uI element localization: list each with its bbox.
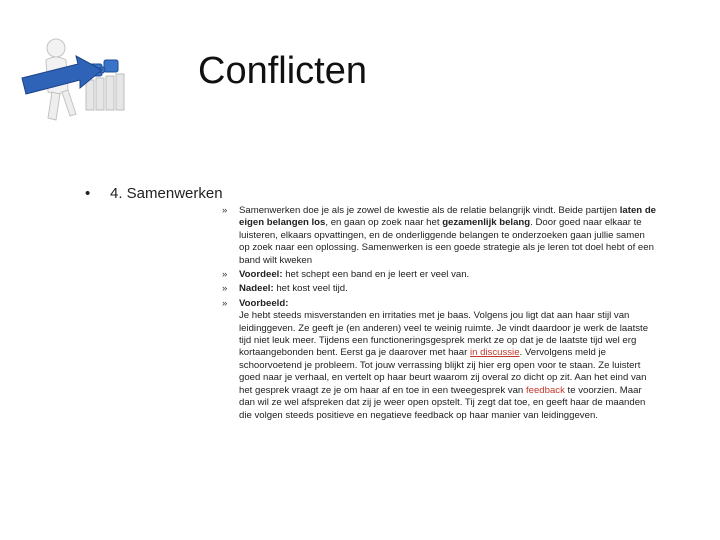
- definition-text-3: . Door goed naar elkaar te luisteren, elkaars opvattingen, en de onderliggende belangen te onderzoeken gaan jullie samen op zoek naar een oplossing. Samenwerken is een goede strategie als je leren tot doel hebt of een band wilt kweken: [239, 217, 654, 266]
- nadeel-text: het kost veel tijd.: [273, 283, 348, 295]
- definition-bold-2: gezamenlijk belang: [442, 217, 531, 229]
- list-item-definition: [222, 205, 658, 267]
- list-marker: »: [222, 269, 228, 281]
- feedback-link[interactable]: feedback: [525, 384, 565, 396]
- logo-icon: [18, 30, 130, 130]
- voorbeeld-text-2: . Vervolgens meld je schoorvoetend je probleem. Tot jouw verrassing blijkt zij hier erg open voor te staan. Ze luistert goed naar je verhaal, en vertelt op haar beurt waarom zij overal zo dicht op zit. Aan het eind van het gesprek vraagt ze je om haar af en toe in een tweegesprek van: [239, 347, 647, 396]
- voordeel-label: Voordeel:: [239, 269, 283, 281]
- voorbeeld-text-1: Je hebt steeds misverstanden en irritaties met je baas. Volgens jou ligt dat aan haar stijl van leidinggeven. Ze geeft je (en anderen) veel te weinig ruimte. Je vindt daardoor je werk de laatste tijd niet leuk meer. Tijdens een functioneringsgesprek merkt ze op dat je de laatste tijd wel erg kortaangebonden bent. Eerst ga je daarover met haar: [239, 310, 649, 359]
- list-marker: »: [222, 283, 228, 295]
- content-list: [222, 205, 658, 424]
- voordeel-text: het schept een band en je leert er veel van.: [282, 269, 470, 281]
- nadeel-label: Nadeel:: [239, 283, 274, 295]
- list-item-voorbeeld: [222, 298, 658, 422]
- list-marker: »: [222, 297, 228, 309]
- list-marker: »: [222, 205, 228, 216]
- voorbeeld-label: Voorbeeld:: [239, 297, 289, 309]
- definition-bold-1: laten de eigen belangen los: [239, 205, 657, 229]
- list-item-voordeel: [222, 269, 658, 281]
- section-bullet: •: [85, 185, 91, 202]
- voorbeeld-text-3: te voorzien. Maar dan wil ze wel afspreken dat zij je weer open opstelt. Tij zegt dat toe, en geeft haar de maanden die volgen steeds positieve en negatieve feedback op haar manier van leidinggeven.: [239, 384, 646, 421]
- discussie-link[interactable]: in discussie: [469, 347, 520, 359]
- list-item-nadeel: [222, 283, 658, 295]
- section-heading: 4. Samenwerken: [110, 185, 223, 202]
- page-title: Conflicten: [198, 50, 367, 92]
- definition-text-1: Samenwerken doe je als je zowel de kwestie als de relatie belangrijk vindt. Beide partijen: [239, 205, 620, 216]
- definition-text-2: , en gaan op zoek naar het: [325, 217, 443, 229]
